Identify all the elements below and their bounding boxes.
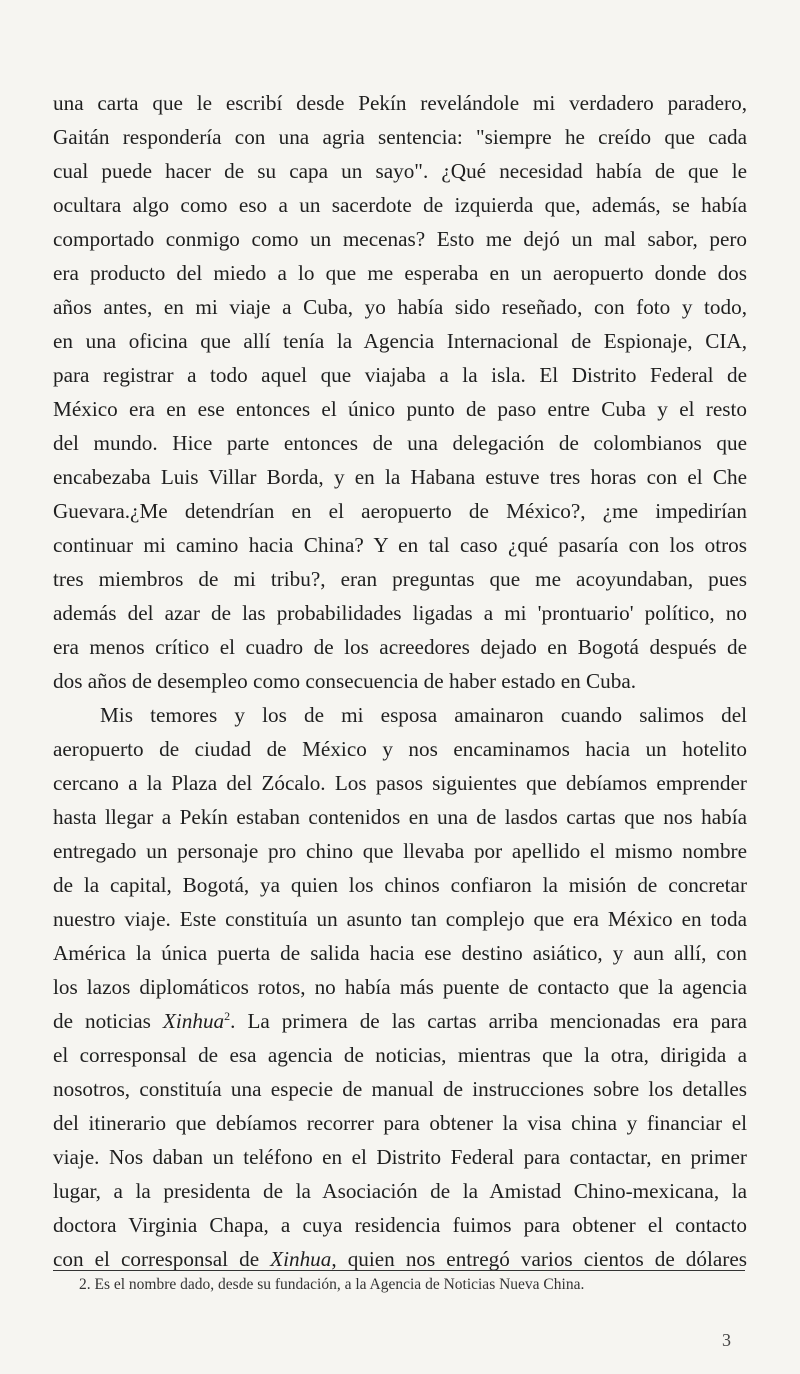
text-line: de la capital, Bogotá, ya quien los chinos confiaron la misión de concretar <box>53 873 747 897</box>
text-line: nosotros, constituía una especie de manual de instrucciones sobre los detalles <box>53 1077 747 1101</box>
footnote-mark: 2 <box>224 1008 231 1023</box>
text-line: hasta llegar a Pekín estaban contenidos en una de lasdos cartas que nos había <box>53 805 747 829</box>
text-line: doctora Virginia Chapa, a cuya residencia fuimos para obtener el contacto <box>53 1213 747 1237</box>
text-line: viaje. Nos daban un teléfono en el Distrito Federal para contactar, en primer <box>53 1145 747 1169</box>
footnote-divider <box>53 1270 745 1271</box>
text-line: para registrar a todo aquel que viajaba a la isla. El Distrito Federal de <box>53 363 747 387</box>
text-line: ocultara algo como eso a un sacerdote de izquierda que, además, se había <box>53 193 747 217</box>
text-line: el corresponsal de esa agencia de noticias, mientras que la otra, dirigida a <box>53 1043 747 1067</box>
text-line: América la única puerta de salida hacia ese destino asiático, y aun allí, con <box>53 941 747 965</box>
text-line: Gaitán respondería con una agria sentencia: "siempre he creído que cada <box>53 125 747 149</box>
footnote: 2. Es el nombre dado, desde su fundación, a la Agencia de Noticias Nueva China. <box>79 1276 585 1293</box>
text-line: México era en ese entonces el único punto de paso entre Cuba y el resto <box>53 397 747 421</box>
paragraph-2-xinhua-line <box>53 1004 747 1038</box>
paragraph-1 <box>53 86 747 698</box>
text-line: del itinerario que debíamos recorrer para obtener la visa china y financiar el <box>53 1111 747 1135</box>
text-line: nuestro viaje. Este constituía un asunto tan complejo que era México en toda <box>53 907 747 931</box>
last-line-prefix: con el corresponsal de <box>53 1247 271 1271</box>
text-line: cual puede hacer de su capa un sayo". ¿Qué necesidad había de que le <box>53 159 747 183</box>
text-line: tres miembros de mi tribu?, eran preguntas que me acoyundaban, pues <box>53 567 747 591</box>
xinhua-line-prefix: de noticias <box>53 1009 163 1033</box>
text-line: dos años de desempleo como consecuencia de haber estado en Cuba. <box>53 669 637 693</box>
text-line: cercano a la Plaza del Zócalo. Los pasos siguientes que debíamos emprender <box>53 771 747 795</box>
text-line: años antes, en mi viaje a Cuba, yo había sido reseñado, con foto y todo, <box>53 295 747 319</box>
text-line: entregado un personaje pro chino que llevaba por apellido el mismo nombre <box>53 839 747 863</box>
text-line: lugar, a la presidenta de la Asociación de la Amistad Chino-mexicana, la <box>53 1179 747 1203</box>
text-line: los lazos diplomáticos rotos, no había más puente de contacto que la agencia <box>53 975 747 999</box>
xinhua-line-suffix: . La primera de las cartas arriba mencionadas era para <box>230 1009 747 1033</box>
text-line: continuar mi camino hacia China? Y en tal caso ¿qué pasaría con los otros <box>53 533 747 557</box>
text-line: era menos crítico el cuadro de los acreedores dejado en Bogotá después de <box>53 635 747 659</box>
page-number: 3 <box>722 1330 731 1350</box>
text-line: una carta que le escribí desde Pekín revelándole mi verdadero paradero, <box>53 91 747 115</box>
text-line: en una oficina que allí tenía la Agencia Internacional de Espionaje, CIA, <box>53 329 747 353</box>
text-line: era producto del miedo a lo que me esperaba en un aeropuerto donde dos <box>53 261 747 285</box>
last-line-suffix: , quien nos entregó varios cientos de dólares <box>331 1247 747 1271</box>
paragraph-2-first-line: Mis temores y los de mi esposa amainaron cuando salimos del <box>100 703 747 727</box>
text-line: aeropuerto de ciudad de México y nos encaminamos hacia un hotelito <box>53 737 747 761</box>
paragraph-2-lines-b <box>53 1038 747 1242</box>
paragraph-2 <box>53 698 747 1276</box>
text-line: Guevara.¿Me detendrían en el aeropuerto de México?, ¿me impedirían <box>53 499 747 523</box>
xinhua-word: Xinhua <box>162 1009 225 1033</box>
body-text <box>53 86 747 1276</box>
text-line: además del azar de las probabilidades ligadas a mi 'prontuario' político, no <box>53 601 747 625</box>
text-line: del mundo. Hice parte entonces de una delegación de colombianos que <box>53 431 747 455</box>
paragraph-2-lines-a <box>53 732 747 1004</box>
text-line: comportado conmigo como un mecenas? Esto me dejó un mal sabor, pero <box>53 227 747 251</box>
text-line: encabezaba Luis Villar Borda, y en la Habana estuve tres horas con el Che <box>53 465 747 489</box>
last-line-xinhua-word: Xinhua <box>270 1247 332 1271</box>
